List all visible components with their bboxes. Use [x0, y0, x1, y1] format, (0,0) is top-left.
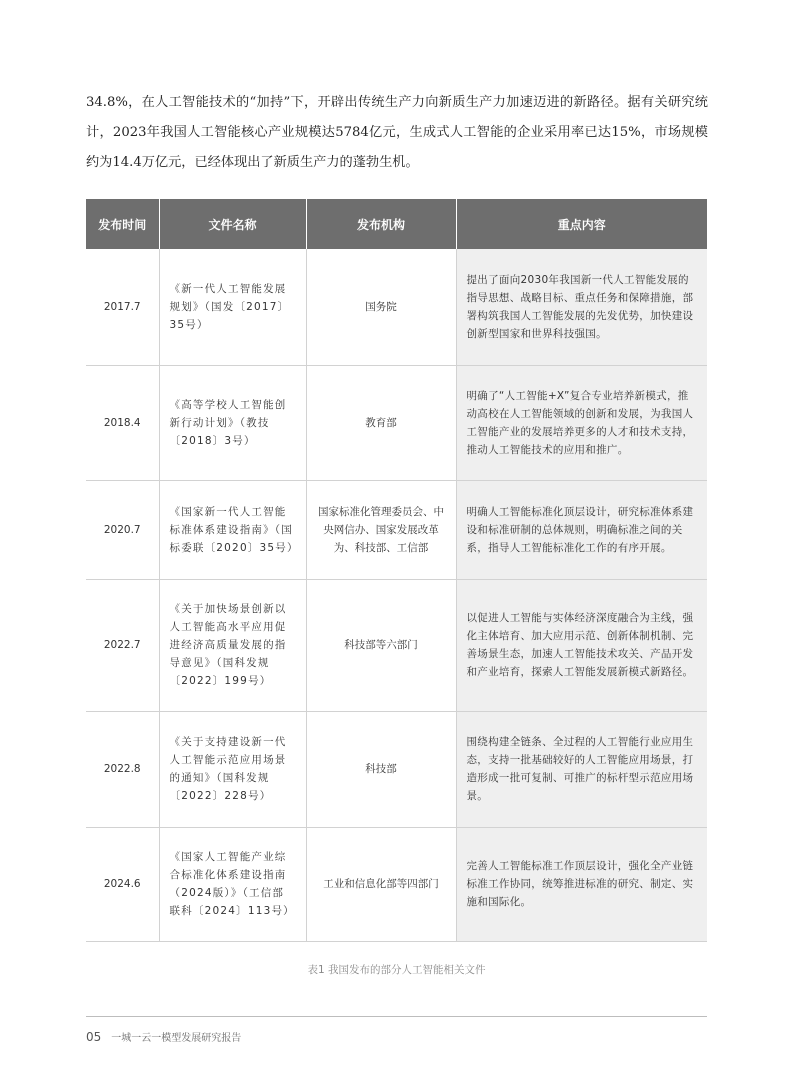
row-key-content: 提出了面向2030年我国新一代人工智能发展的指导思想、战略目标、重点任务和保障措施，部署构筑我国人工智能发展的先发优势，加快建设创新型国家和世界科技强国。: [456, 249, 707, 365]
table-row: [86, 480, 707, 579]
header-date: 发布时间: [86, 199, 159, 249]
row-key-content: 以促进人工智能与实体经济深度融合为主线，强化主体培育、加大应用示范、创新体制机制、完善场景生态，加速人工智能技术攻关、产品开发和产业培育，探索人工智能发展新模式新路径。: [456, 579, 707, 711]
row-key-content: 完善人工智能标准工作顶层设计，强化全产业链标准工作协同，统筹推进标准的研究、制定、实施和国际化。: [456, 827, 707, 941]
row-issuing-agency: 教育部: [306, 365, 456, 480]
table-row: [86, 579, 707, 711]
table-caption: 表1 我国发布的部分人工智能相关文件: [307, 964, 486, 976]
row-date: 2024.6: [86, 827, 159, 941]
intro-paragraph: 34.8%，在人工智能技术的“加持”下，开辟出传统生产力向新质生产力加速迈进的新路径。据有关研究统计，2023年我国人工智能核心产业规模达5784亿元，生成式人工智能的企业采用率已达15%，市场规模约为14.4万亿元，已经体现出了新质生产力的蓬勃生机。: [86, 95, 708, 170]
table-row: [86, 365, 707, 480]
row-issuing-agency: 科技部: [306, 711, 456, 827]
row-issuing-agency: 工业和信息化部等四部门: [306, 827, 456, 941]
row-date: 2022.7: [86, 579, 159, 711]
row-key-content: 围绕构建全链条、全过程的人工智能行业应用生态，支持一批基础较好的人工智能应用场景，打造形成一批可复制、可推广的标杆型示范应用场景。: [456, 711, 707, 827]
row-issuing-agency: 国务院: [306, 249, 456, 365]
row-document-name: 《高等学校人工智能创新行动计划》（教技〔2018〕3号）: [159, 365, 306, 480]
row-document-name: 《关于加快场景创新以人工智能高水平应用促进经济高质量发展的指导意见》（国科发规〔2022〕199号）: [159, 579, 306, 711]
row-issuing-agency: 国家标准化管理委员会、中央网信办、国家发展改革为、科技部、工信部: [306, 480, 456, 579]
row-document-name: 《新一代人工智能发展规划》（国发〔2017〕35号）: [159, 249, 306, 365]
header-document-name: 文件名称: [159, 199, 306, 249]
row-document-name: 《关于支持建设新一代人工智能示范应用场景的通知》（国科发规〔2022〕228号）: [159, 711, 306, 827]
page-footer: [86, 1029, 241, 1044]
row-key-content: 明确人工智能标准化顶层设计，研究标准体系建设和标准研制的总体规则，明确标准之间的关系，指导人工智能标准化工作的有序开展。: [456, 480, 707, 579]
table-row: [86, 827, 707, 941]
table-row: [86, 249, 707, 365]
page-number: 05: [86, 1030, 102, 1044]
row-document-name: 《国家新一代人工智能标准体系建设指南》（国标委联〔2020〕35号）: [159, 480, 306, 579]
row-document-name: 《国家人工智能产业综合标准化体系建设指南（2024版）》（工信部联科〔2024〕113号）: [159, 827, 306, 941]
row-key-content: 明确了“人工智能+X”复合专业培养新模式，推动高校在人工智能领域的创新和发展，为我国人工智能产业的发展培养更多的人才和技术支持，推动人工智能技术的应用和推广。: [456, 365, 707, 480]
header-key-content: 重点内容: [456, 199, 707, 249]
table-row: [86, 711, 707, 827]
row-issuing-agency: 科技部等六部门: [306, 579, 456, 711]
row-date: 2018.4: [86, 365, 159, 480]
row-date: 2020.7: [86, 480, 159, 579]
footer-divider: [86, 1016, 707, 1017]
row-date: 2022.8: [86, 711, 159, 827]
table-header-row: [86, 199, 707, 249]
report-title: 一城一云一模型发展研究报告: [111, 1033, 242, 1044]
header-issuing-agency: 发布机构: [306, 199, 456, 249]
row-date: 2017.7: [86, 249, 159, 365]
policy-documents-table: [86, 199, 707, 942]
